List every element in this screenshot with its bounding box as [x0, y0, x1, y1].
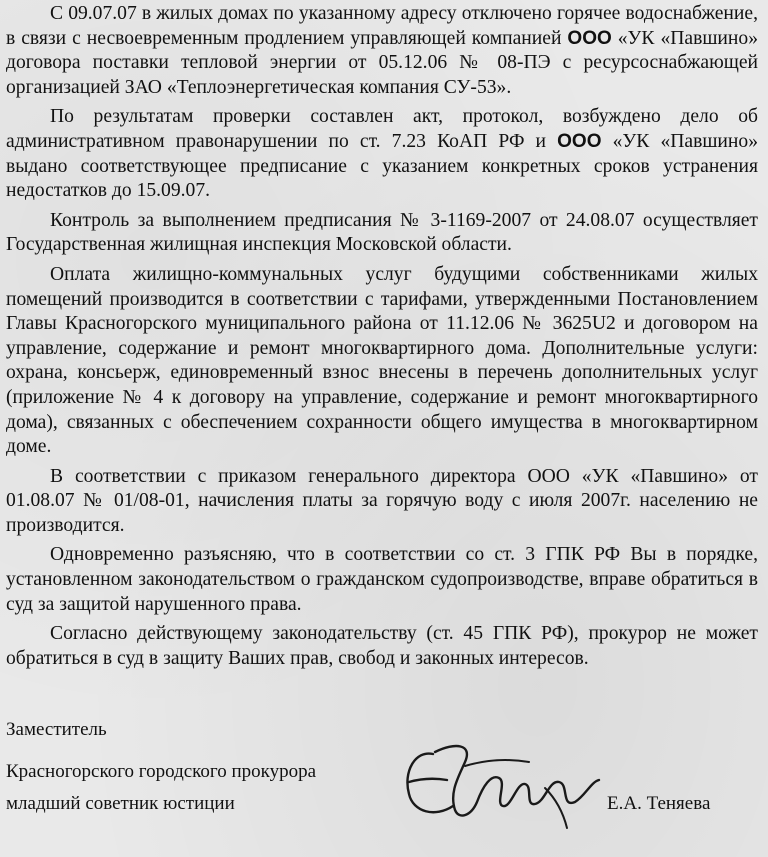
paragraph-order: В соответствии с приказом генерального директора ООО «УК «Павшино» от 01.08.07 № 01/08-01, начисления платы за горячую воду с июля 2007г. населению не производится.	[6, 465, 758, 536]
paragraph-hot-water-shutoff: С 09.07.07 в жилых домах по указанному адресу отключено горячее водоснабжение, в связи с несвоевременным продлением управляющей компанией ООО «УК «Павшино» договора поставки тепловой энергии от 05.12.06 № 08-ПЭ с ресурсоснабжающей организацией ЗАО «Теплоэнергетическая компания СУ-53».	[6, 3, 758, 98]
paragraph-payment: Оплата жилищно-коммунальных услуг будущими собственниками жилых помещений производится в соответствии с тарифами, утвержденными Постановлением Главы Красногорского муниципального района от 11.12.06 № 3625U2 и договором на управление, содержание и ремонт многоквартирного дома. Дополнительные услуги: охрана, консьерж, единовременный взнос внесены в перечень дополнительных услуг (приложение № 4 к договору на управление, содержание и ремонт многоквартирного дома), связанных с обеспечением сохранности общего имущества в многоквартирном доме.	[6, 263, 758, 458]
signatory-position-line2: Красногорского городского прокурора	[6, 761, 317, 782]
paragraph-inspection-results: По результатам проверки составлен акт, протокол, возбуждено дело об административном правонарушении по ст. 7.23 КоАП РФ и ООО «УК «Павшино» выдано соответствующее предписание с указанием конкретных сроков устранения недостатков до 15.09.07.	[6, 106, 758, 202]
paragraph-control: Контроль за выполнением предписания № 3-1169-2007 от 24.08.07 осуществляет Государственная жилищная инспекция Московской области.	[6, 209, 758, 256]
letter-body	[6, 2, 758, 676]
signatory-position-line3: младший советник юстиции	[6, 793, 235, 814]
paragraph-explanation: Одновременно разъясняю, что в соответствии со ст. 3 ГПК РФ Вы в порядке, установленном законодательством о гражданском судопроизводстве, вправе обратиться в суд за защитой нарушенного права.	[6, 544, 758, 615]
paragraph-legislation: Согласно действующему законодательству (ст. 45 ГПК РФ), прокурор не может обратиться в суд в защиту Ваших прав, свобод и законных интересов.	[6, 623, 758, 669]
signatory-name: Е.А. Теняева	[607, 793, 711, 814]
signatory-position-line1: Заместитель	[6, 719, 107, 740]
handwritten-signature	[395, 732, 605, 832]
